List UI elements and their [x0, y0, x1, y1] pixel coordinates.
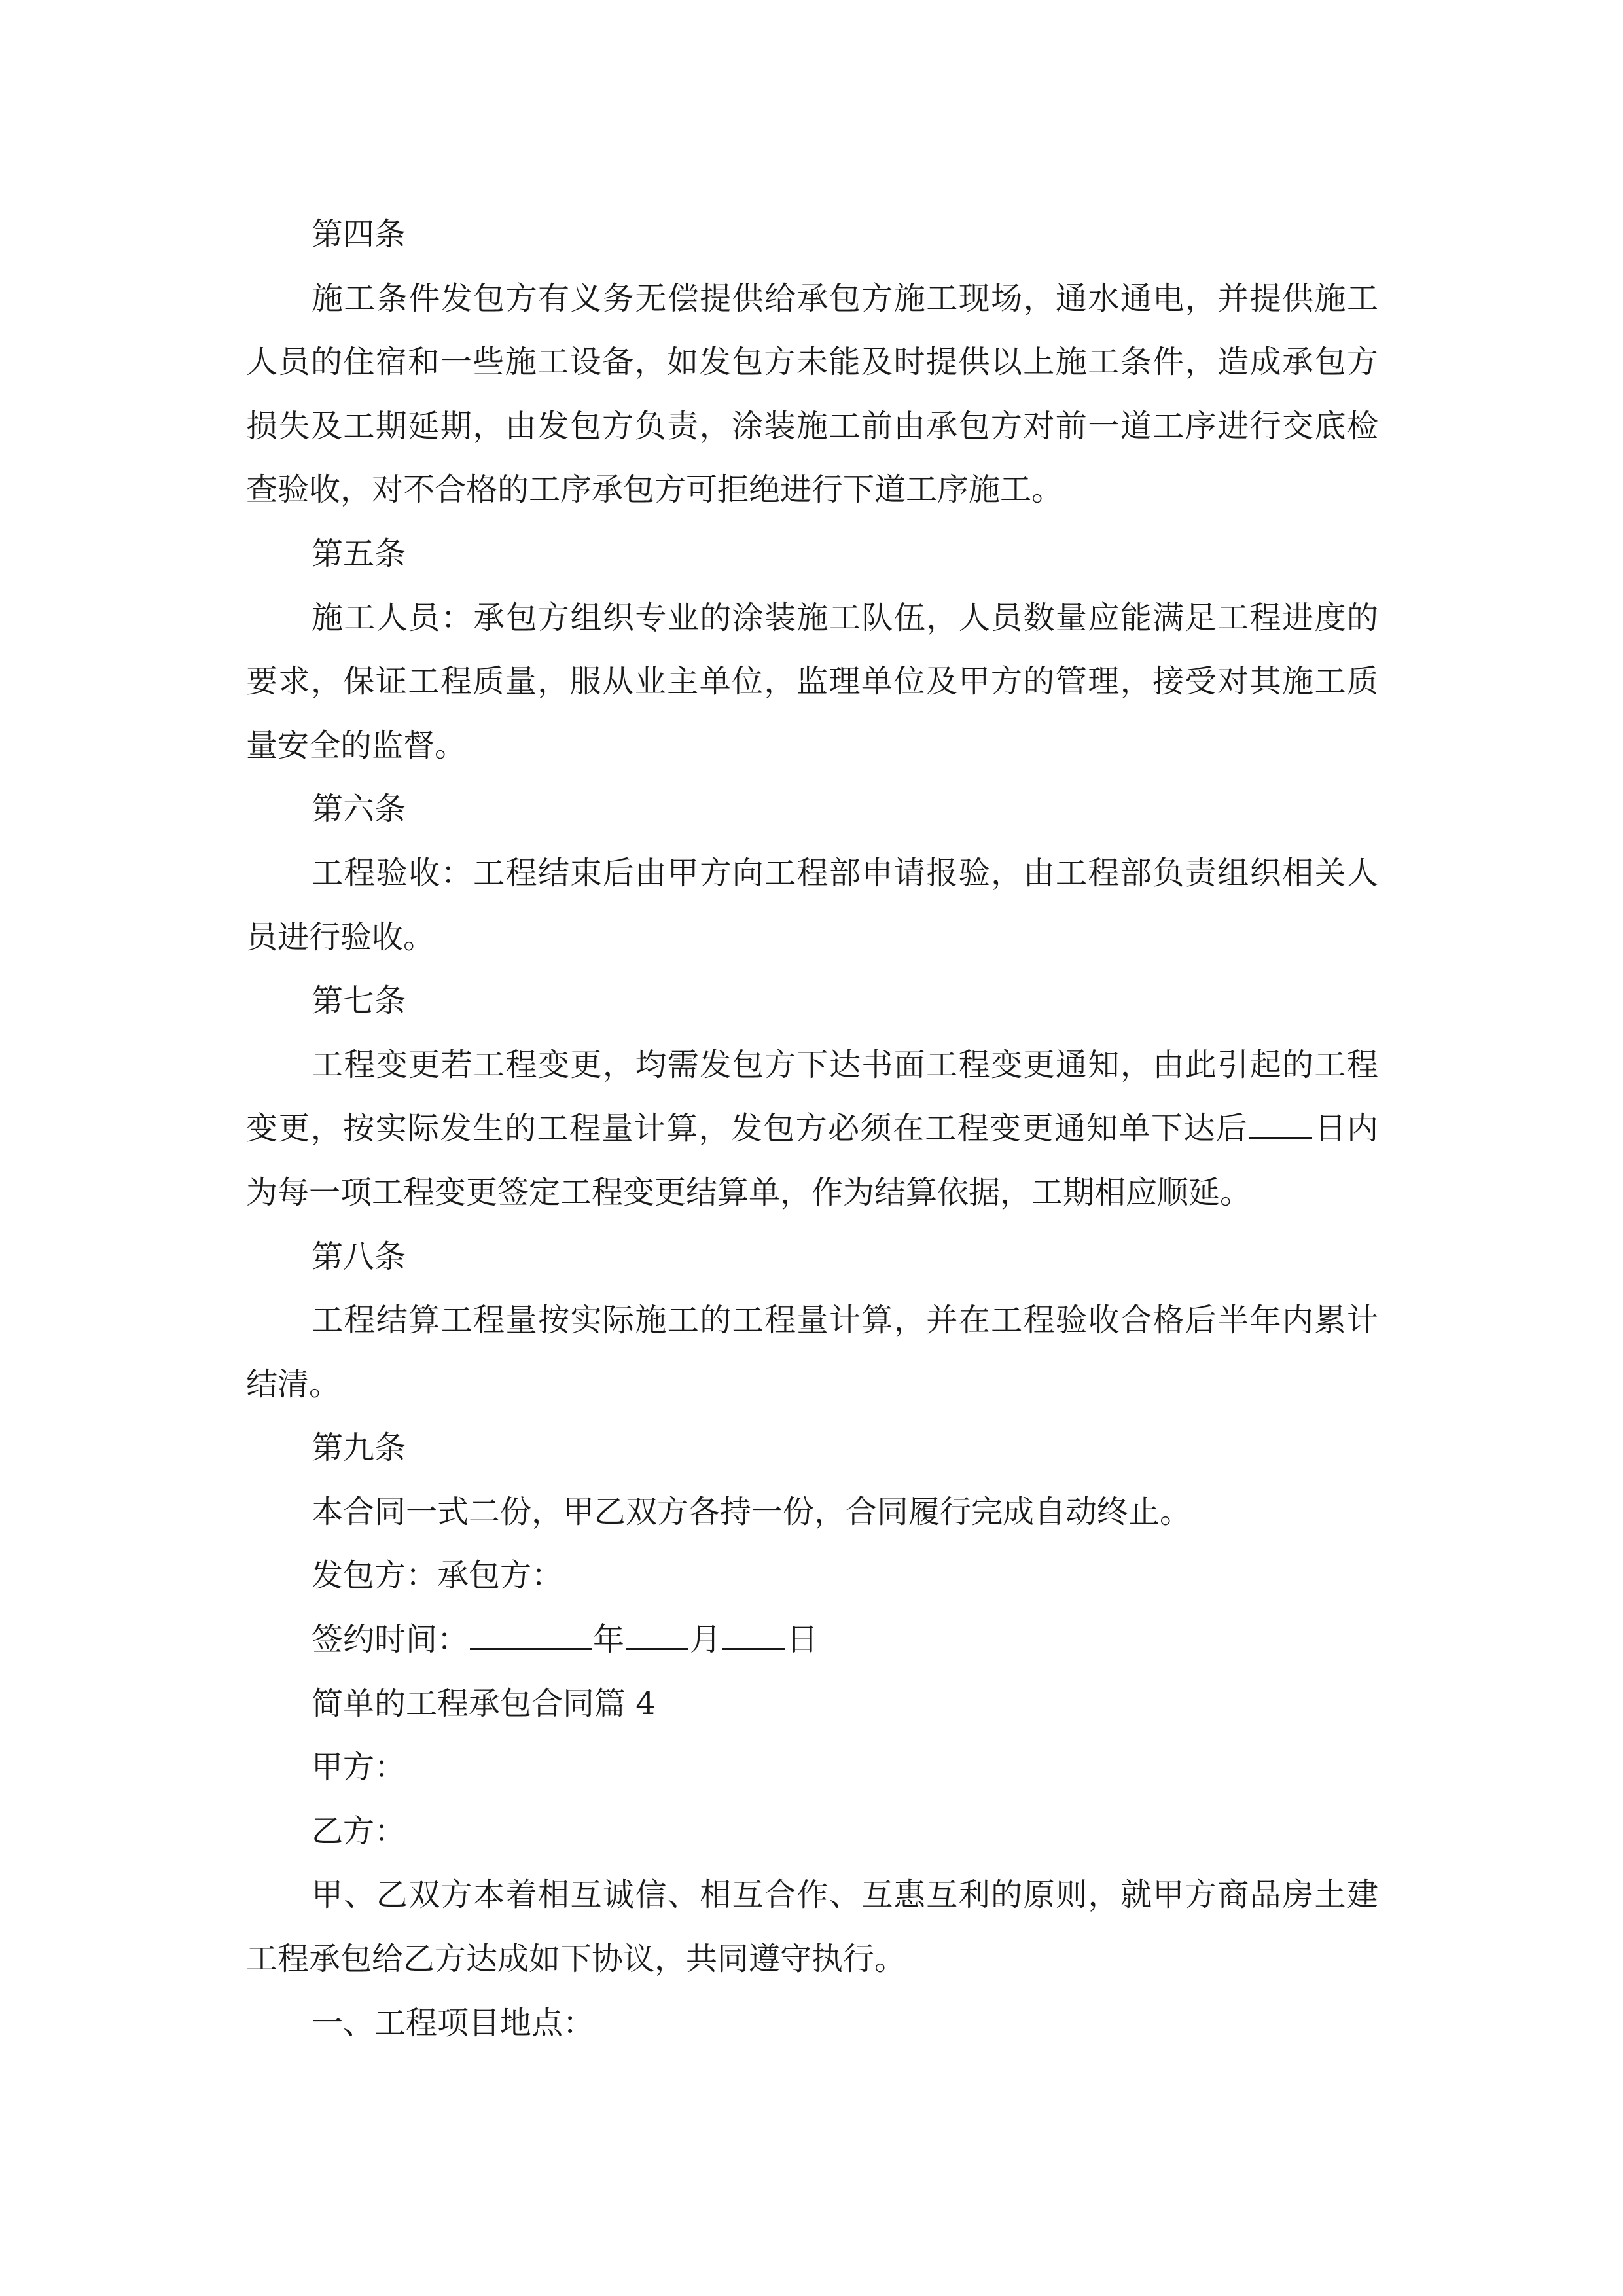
- paragraph-line: 甲方：: [312, 1749, 406, 1786]
- paragraph-line: 施工人员：承包方组织专业的涂装施工队伍，人员数量应能满足工程进度的: [312, 599, 1378, 636]
- fill-in-blank: [1249, 1105, 1312, 1139]
- paragraph-line: 第四条: [312, 216, 406, 253]
- paragraph-line: 第九条: [312, 1429, 406, 1467]
- line-text: 日内: [1313, 1110, 1378, 1147]
- paragraph-line: 第八条: [312, 1238, 406, 1275]
- month-blank: [626, 1617, 688, 1650]
- paragraph-line: 工程结算工程量按实际施工的工程量计算，并在工程验收合格后半年内累计: [312, 1302, 1378, 1339]
- signing-date-line: [246, 1608, 1378, 1672]
- text-block-articles-4-7: [246, 203, 1378, 1097]
- day-blank: [722, 1617, 785, 1650]
- text-block-articles-7-9: [246, 1161, 1378, 1608]
- paragraph-line: 本合同一式二份，甲乙双方各持一份，合同履行完成自动终止。: [312, 1493, 1192, 1530]
- paragraph-line: 损失及工期延期，由发包方负责，涂装施工前由承包方对前一道工序进行交底检: [246, 407, 1378, 444]
- paragraph-line: 量安全的监督。: [246, 726, 467, 764]
- paragraph-line: 乙方：: [312, 1812, 406, 1850]
- signing-label: 签约时间：: [312, 1621, 469, 1659]
- day-label: 日: [787, 1621, 819, 1659]
- paragraph-line: 第六条: [312, 791, 406, 828]
- paragraph-line: 要求，保证工程质量，服从业主单位，监理单位及甲方的管理，接受对其施工质: [246, 663, 1378, 700]
- paragraph-line: 工程变更若工程变更，均需发包方下达书面工程变更通知，由此引起的工程: [312, 1046, 1378, 1083]
- year-blank: [470, 1617, 592, 1650]
- paragraph-line: 一、工程项目地点：: [312, 2004, 595, 2041]
- paragraph-line-with-blank: [246, 1097, 1378, 1161]
- paragraph-line: 查验收，对不合格的工序承包方可拒绝进行下道工序施工。: [246, 471, 1063, 509]
- paragraph-line: 工程承包给乙方达成如下协议，共同遵守执行。: [246, 1941, 906, 1978]
- paragraph-line: 第五条: [312, 535, 406, 572]
- year-label: 年: [593, 1621, 625, 1659]
- line-text: 变更，按实际发生的工程量计算，发包方必须在工程变更通知单下达后: [246, 1110, 1249, 1147]
- paragraph-line: 为每一项工程变更签定工程变更结算单，作为结算依据，工期相应顺延。: [246, 1174, 1252, 1211]
- paragraph-line: 发包方：承包方：: [312, 1557, 563, 1594]
- month-label: 月: [690, 1621, 722, 1659]
- paragraph-line: 简单的工程承包合同篇 4: [312, 1685, 656, 1722]
- paragraph-line: 工程验收：工程结束后由甲方向工程部申请报验，由工程部负责组织相关人: [312, 854, 1378, 891]
- paragraph-line: 第七条: [312, 982, 406, 1020]
- document-page: [246, 203, 1378, 2055]
- paragraph-line: 施工条件发包方有义务无偿提供给承包方施工现场，通水通电，并提供施工: [312, 279, 1378, 317]
- paragraph-line: 员进行验收。: [246, 918, 435, 956]
- paragraph-line: 人员的住宿和一些施工设备，如发包方未能及时提供以上施工条件，造成承包方: [246, 344, 1378, 381]
- paragraph-line: 甲、乙双方本着相互诚信、相互合作、互惠互利的原则，就甲方商品房土建: [312, 1876, 1378, 1914]
- paragraph-line: 结清。: [246, 1365, 341, 1403]
- text-block-contract-4: [246, 1672, 1378, 2056]
